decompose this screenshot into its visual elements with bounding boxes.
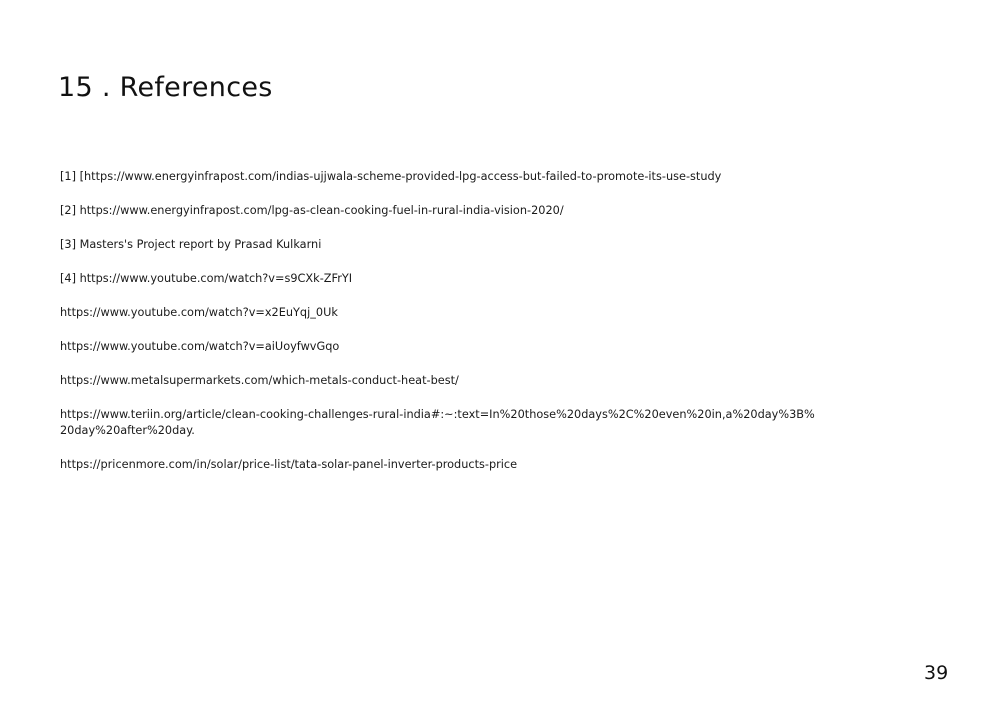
reference-item[interactable]: https://www.metalsupermarkets.com/which-metals-conduct-heat-best/ xyxy=(60,374,459,387)
reference-list xyxy=(60,169,820,491)
reference-item[interactable]: https://www.youtube.com/watch?v=x2EuYqj_0Uk xyxy=(60,306,338,319)
reference-item[interactable]: [2] https://www.energyinfrapost.com/lpg-as-clean-cooking-fuel-in-rural-india-vision-2020/ xyxy=(60,204,564,217)
reference-item[interactable]: [1] [https://www.energyinfrapost.com/indias-ujjwala-scheme-provided-lpg-access-but-failed-to-promote-its-use-study xyxy=(60,170,722,183)
reference-item: [3] Masters's Project report by Prasad Kulkarni xyxy=(60,238,322,251)
reference-item[interactable]: https://www.teriin.org/article/clean-cooking-challenges-rural-india#:~:text=In%20those%20days%2C%20even%20in,a%20day%3B%20day%20after%20day. xyxy=(60,408,815,437)
reference-item[interactable]: [4] https://www.youtube.com/watch?v=s9CXk-ZFrYI xyxy=(60,272,353,285)
page-number: 39 xyxy=(924,662,949,684)
reference-item[interactable]: https://pricenmore.com/in/solar/price-list/tata-solar-panel-inverter-products-price xyxy=(60,458,518,471)
reference-item[interactable]: https://www.youtube.com/watch?v=aiUoyfwvGqo xyxy=(60,340,340,353)
page-title: 15 . References xyxy=(58,72,273,103)
